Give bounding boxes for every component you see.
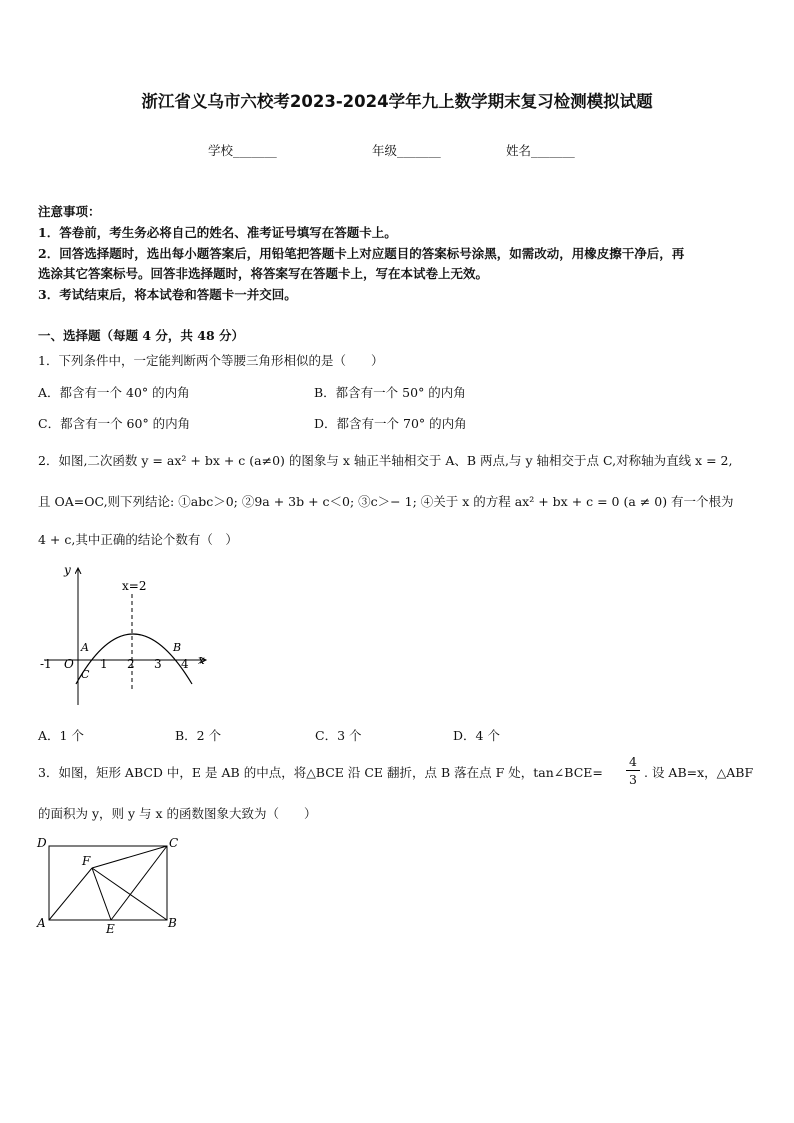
vertex-a-label: A <box>37 916 46 930</box>
tick-label: 2 <box>127 657 135 671</box>
q2-option-b: B．2 个 <box>175 728 222 743</box>
vertex-c-label: C <box>169 836 179 850</box>
notice-heading: 注意事项： <box>38 204 101 219</box>
notice-item-1: 1．答卷前，考生务必将自己的姓名、准考证号填写在答题卡上。 <box>38 225 397 240</box>
fraction-denominator: 3 <box>629 772 637 787</box>
name-field: 姓名_______ <box>506 143 575 158</box>
segment-ec <box>111 846 167 920</box>
notice-item-2-cont: 选涂其它答案标号。回答非选择题时，将答案写在答题卡上，写在本试卷上无效。 <box>38 266 489 281</box>
fraction-bar <box>626 770 640 771</box>
tan-fraction <box>626 754 640 787</box>
q2-line1: 2．如图,二次函数 y = ax² + bx + c (a≠0) 的图象与 x 轴正半轴相交于 A、B 两点,与 y 轴相交于点 C,对称轴为直线 x = 2, <box>38 453 733 468</box>
q1-option-d: D．都含有一个 70° 的内角 <box>314 416 467 431</box>
section-heading: 一、选择题（每题 4 分，共 48 分） <box>38 328 245 343</box>
origin-label: O <box>64 657 74 671</box>
point-a-label: A <box>81 641 89 654</box>
q2-option-d: D．4 个 <box>453 728 500 743</box>
q3-line2: 的面积为 y，则 y 与 x 的函数图象大致为（ ） <box>38 806 317 821</box>
q3-rectangle-figure <box>34 832 194 937</box>
q1-option-a: A．都含有一个 40° 的内角 <box>38 385 190 400</box>
vertex-f-label: F <box>82 854 91 868</box>
vertex-b-label: B <box>168 916 177 930</box>
q2-line3: 4 + c,其中正确的结论个数有（ ） <box>38 532 238 547</box>
point-b-label: B <box>173 641 182 654</box>
q2-parabola-figure <box>36 560 216 710</box>
segment-fc <box>92 846 167 868</box>
point-c-label: C <box>81 668 90 681</box>
segment-fb <box>92 868 167 920</box>
page-title: 浙江省义乌市六校考2023-2024学年九上数学期末复习检测模拟试题 <box>141 92 653 111</box>
tick-label: -1 <box>40 657 52 671</box>
axis-x-label: x <box>198 653 205 667</box>
notice-item-2: 2．回答选择题时，选出每小题答案后，用铅笔把答题卡上对应题目的答案标号涂黑，如需改动，用橡皮擦干净后，再 <box>38 246 685 261</box>
grade-field: 年级_______ <box>372 143 441 158</box>
q3-line1-end: . 设 AB=x，△ABF <box>644 765 754 780</box>
tick-label: 3 <box>154 657 162 671</box>
tick-label: 4 <box>181 657 189 671</box>
tick-label: 1 <box>100 657 108 671</box>
notice-item-3: 3．考试结束后，将本试卷和答题卡一并交回。 <box>38 287 297 302</box>
q2-line2: 且 OA=OC,则下列结论: ①abc＞0; ②9a + 3b + c＜0; ③c＞− 1; ④关于 x 的方程 ax² + bx + c = 0 (a ≠ 0) 有一个根为 <box>38 494 734 509</box>
segment-fe <box>92 868 111 920</box>
q3-line1: 3．如图，矩形 ABCD 中，E 是 AB 的中点，将△BCE 沿 CE 翻折，点 B 落在点 F 处，tan∠BCE= <box>38 765 603 780</box>
rectangle-abcd <box>49 846 167 920</box>
q1-option-c: C．都含有一个 60° 的内角 <box>38 416 191 431</box>
vertex-e-label: E <box>106 922 115 936</box>
fraction-numerator: 4 <box>629 754 637 769</box>
q2-option-a: A．1 个 <box>38 728 84 743</box>
q1-option-b: B．都含有一个 50° 的内角 <box>314 385 466 400</box>
segment-af <box>49 868 92 920</box>
vertex-d-label: D <box>37 836 47 850</box>
school-field: 学校_______ <box>208 143 277 158</box>
symmetry-label: x=2 <box>122 579 147 593</box>
q2-option-c: C．3 个 <box>315 728 362 743</box>
q1-stem: 1．下列条件中，一定能判断两个等腰三角形相似的是（ ） <box>38 353 384 368</box>
axis-y-label: y <box>64 563 71 577</box>
